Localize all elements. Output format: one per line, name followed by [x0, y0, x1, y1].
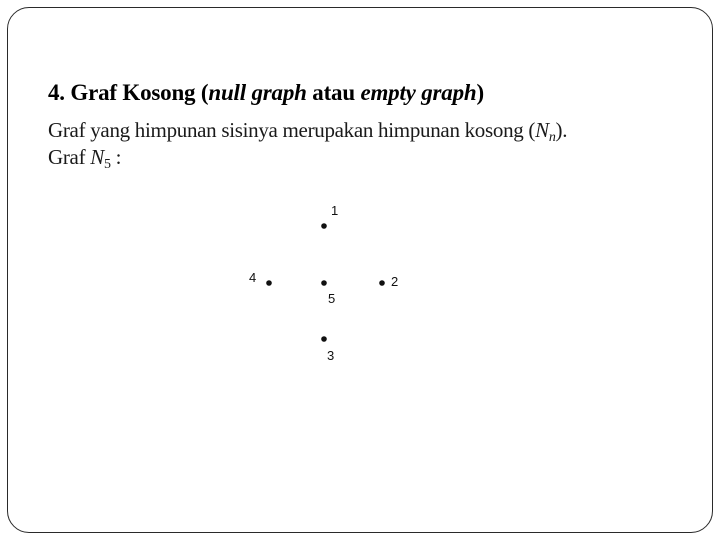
example-prefix: Graf [48, 145, 91, 169]
example-subscript: 5 [103, 157, 111, 172]
vertex-1-label: 1 [331, 203, 339, 218]
vertex-4 [249, 270, 272, 286]
vertex-1-dot [321, 223, 327, 229]
vertex-3-label: 3 [327, 348, 335, 363]
title-term-empty-graph: empty graph [360, 80, 477, 105]
example-end: : [110, 145, 122, 169]
vertex-1 [321, 203, 338, 229]
vertex-4-label: 4 [249, 270, 257, 285]
title-suffix: ) [476, 80, 484, 105]
title-term-null-graph: null graph [208, 80, 307, 105]
vertex-5 [321, 280, 335, 306]
example-symbol: N [90, 145, 104, 169]
definition-end: ). [555, 118, 568, 142]
vertex-3-dot [321, 336, 327, 342]
title-middle: atau [306, 80, 361, 105]
definition-subscript: n [548, 130, 556, 145]
definition-body: Graf yang himpunan sisinya merupakan himpunan kosong ( [48, 118, 536, 142]
vertex-4-dot [266, 280, 272, 286]
vertex-2-label: 2 [391, 274, 399, 289]
vertex-2 [379, 274, 398, 289]
vertex-5-dot [321, 280, 327, 286]
vertex-3 [321, 336, 334, 363]
vertex-5-label: 5 [328, 291, 336, 306]
title-prefix: 4. Graf Kosong ( [48, 80, 209, 105]
vertex-2-dot [379, 280, 385, 286]
definition-symbol: N [535, 118, 549, 142]
